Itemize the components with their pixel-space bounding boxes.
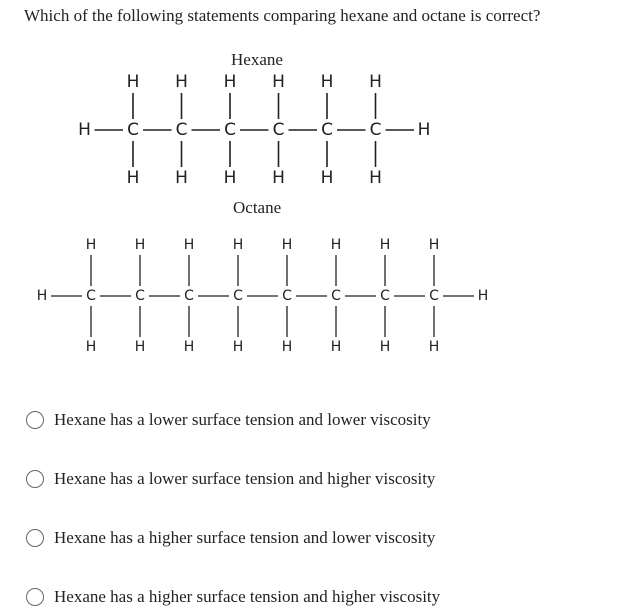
- question-text: Which of the following statements comparing hexane and octane is correct?: [24, 6, 541, 25]
- option-label: Hexane has a higher surface tension and higher viscosity: [54, 587, 441, 606]
- hydrogen-atom: H: [175, 72, 188, 92]
- carbon-atom: C: [224, 120, 236, 140]
- hydrogen-atom: H: [134, 237, 146, 253]
- option-label: Hexane has a lower surface tension and higher viscosity: [54, 469, 436, 488]
- carbon-atom: C: [369, 120, 382, 140]
- hydrogen-atom: H: [232, 237, 244, 253]
- option-label: Hexane has a higher surface tension and lower viscosity: [54, 528, 436, 547]
- hydrogen-atom: H: [379, 237, 391, 253]
- hydrogen-atom: H: [36, 288, 48, 304]
- radio-icon[interactable]: [26, 470, 44, 488]
- hydrogen-atom: H: [183, 339, 195, 355]
- carbon-atom: C: [86, 288, 96, 304]
- hydrogen-atom: H: [330, 237, 342, 253]
- hydrogen-atom: H: [78, 120, 91, 140]
- hydrogen-atom: H: [428, 237, 440, 253]
- hydrogen-atom: H: [281, 237, 293, 253]
- carbon-atom: C: [184, 288, 194, 304]
- hydrogen-atom: H: [417, 120, 431, 140]
- carbon-atom: C: [380, 288, 390, 304]
- hexane-title: Hexane: [231, 50, 283, 69]
- hydrogen-atom: H: [272, 168, 285, 188]
- hydrogen-atom: H: [223, 168, 237, 188]
- carbon-atom: C: [233, 288, 243, 304]
- hydrogen-atom: H: [281, 339, 293, 355]
- hexane-structure: [0, 70, 634, 195]
- radio-icon[interactable]: [26, 411, 44, 429]
- carbon-atom: C: [175, 120, 188, 140]
- hydrogen-atom: H: [175, 168, 188, 188]
- hydrogen-atom: H: [85, 339, 97, 355]
- radio-icon[interactable]: [26, 588, 44, 606]
- hydrogen-atom: H: [477, 288, 489, 304]
- carbon-atom: C: [282, 288, 292, 304]
- hydrogen-atom: H: [330, 339, 342, 355]
- hydrogen-atom: H: [320, 72, 334, 92]
- carbon-atom: C: [272, 120, 285, 140]
- hydrogen-atom: H: [126, 168, 140, 188]
- hydrogen-atom: H: [369, 168, 382, 188]
- carbon-atom: C: [127, 120, 139, 140]
- hydrogen-atom: H: [134, 339, 146, 355]
- hydrogen-atom: H: [379, 339, 391, 355]
- hydrogen-atom: H: [369, 72, 382, 92]
- hydrogen-atom: H: [126, 72, 140, 92]
- octane-structure: [0, 225, 634, 365]
- option-3[interactable]: [26, 526, 586, 550]
- hydrogen-atom: H: [320, 168, 334, 188]
- carbon-atom: C: [331, 288, 341, 304]
- option-1[interactable]: [26, 408, 586, 432]
- hydrogen-atom: H: [223, 72, 237, 92]
- hydrogen-atom: H: [428, 339, 440, 355]
- carbon-atom: C: [135, 288, 145, 304]
- option-4[interactable]: [26, 585, 586, 609]
- hydrogen-atom: H: [272, 72, 285, 92]
- hydrogen-atom: H: [85, 237, 97, 253]
- carbon-atom: C: [321, 120, 333, 140]
- octane-title: Octane: [233, 198, 282, 217]
- carbon-atom: C: [429, 288, 439, 304]
- hydrogen-atom: H: [232, 339, 244, 355]
- option-label: Hexane has a lower surface tension and lower viscosity: [54, 410, 431, 429]
- hydrogen-atom: H: [183, 237, 195, 253]
- option-2[interactable]: [26, 467, 586, 491]
- radio-icon[interactable]: [26, 529, 44, 547]
